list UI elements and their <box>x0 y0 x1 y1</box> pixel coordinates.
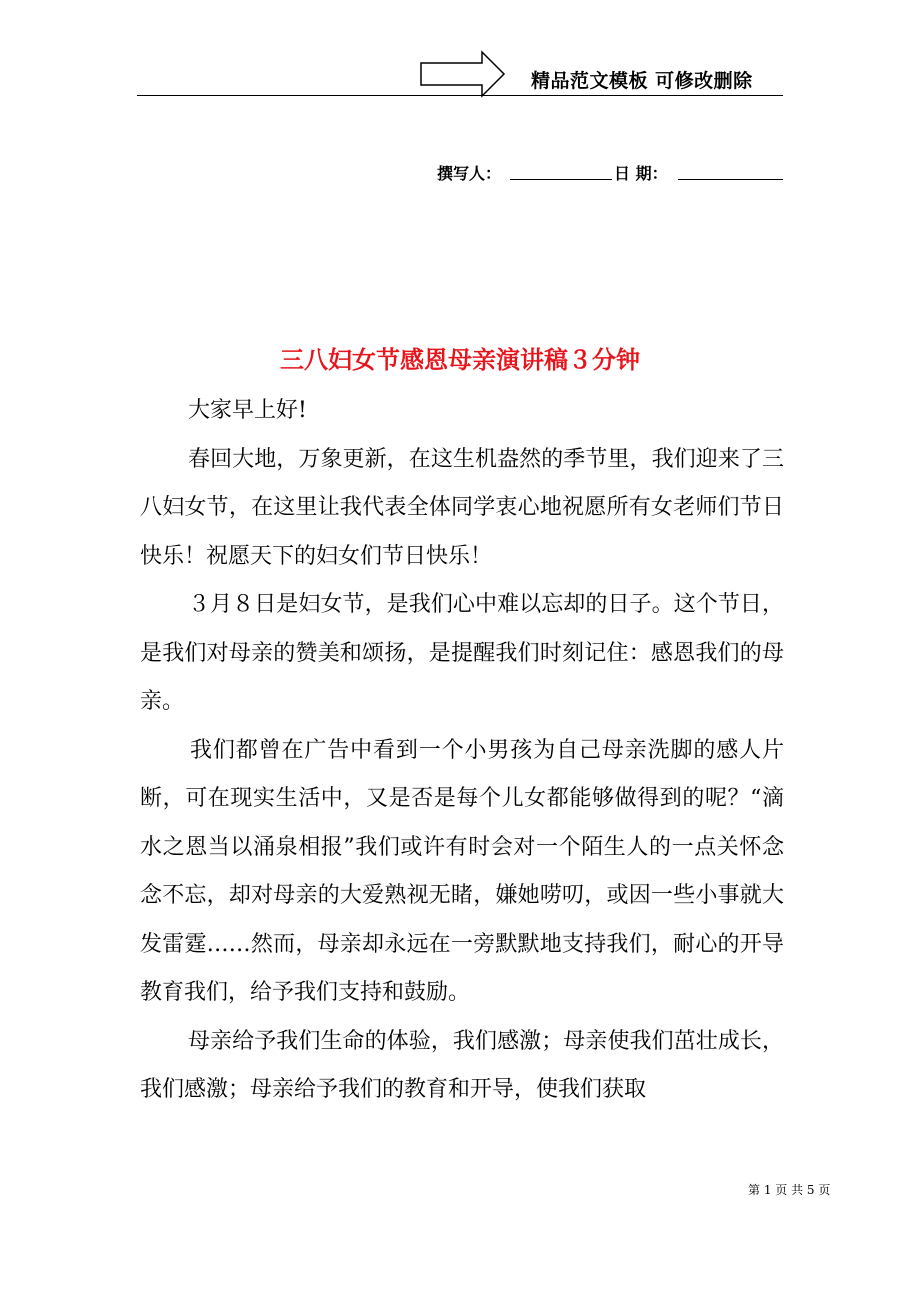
author-blank-line <box>510 179 612 180</box>
header-tag: 精品范文模板 可修改删除 <box>531 70 753 92</box>
paragraph: 春回大地，万象更新，在这生机盎然的季节里，我们迎来了三八妇女节，在这里让我代表全体同学衷心地祝愿所有女老师们节日快乐！祝愿天下的妇女们节日快乐！ <box>140 446 784 569</box>
paragraph: 母亲给予我们生命的体验，我们感激；母亲使我们茁壮成长，我们感激；母亲给予我们的教育和开导，使我们获取 <box>140 1028 784 1102</box>
header-divider <box>137 95 783 96</box>
page-number: 第 1 页 共 5 页 <box>748 1183 831 1197</box>
date-label: 日 期： <box>614 164 668 183</box>
paragraph: ３月８日是妇女节，是我们心中难以忘却的日子。这个节日，是我们对母亲的赞美和颂扬，是提醒我们时刻记住：感恩我们的母亲。 <box>140 592 784 714</box>
date-blank-line <box>678 179 783 180</box>
document-title: 三八妇女节感恩母亲演讲稿３分钟 <box>280 345 640 374</box>
paragraph-greeting: 大家早上好! <box>188 398 307 423</box>
author-label: 撰写人： <box>437 164 502 183</box>
document-body <box>140 387 784 1115</box>
author-date-line <box>437 161 783 185</box>
right-arrow-icon <box>420 50 506 98</box>
paragraph: 我们都曾在广告中看到一个小男孩为自己母亲洗脚的感人片断，可在现实生活中，又是否是每个儿女都能够做得到的呢？“滴水之恩当以涌泉相报”我们或许有时会对一个陌生人的一点关怀念念不忘，却对母亲的大爱熟视无睹，嫌她唠叨，或因一些小事就大发雷霆……然而，母亲却永远在一旁默默地支持我们，耐心的开导教育我们，给予我们支持和鼓励。 <box>140 737 784 1005</box>
